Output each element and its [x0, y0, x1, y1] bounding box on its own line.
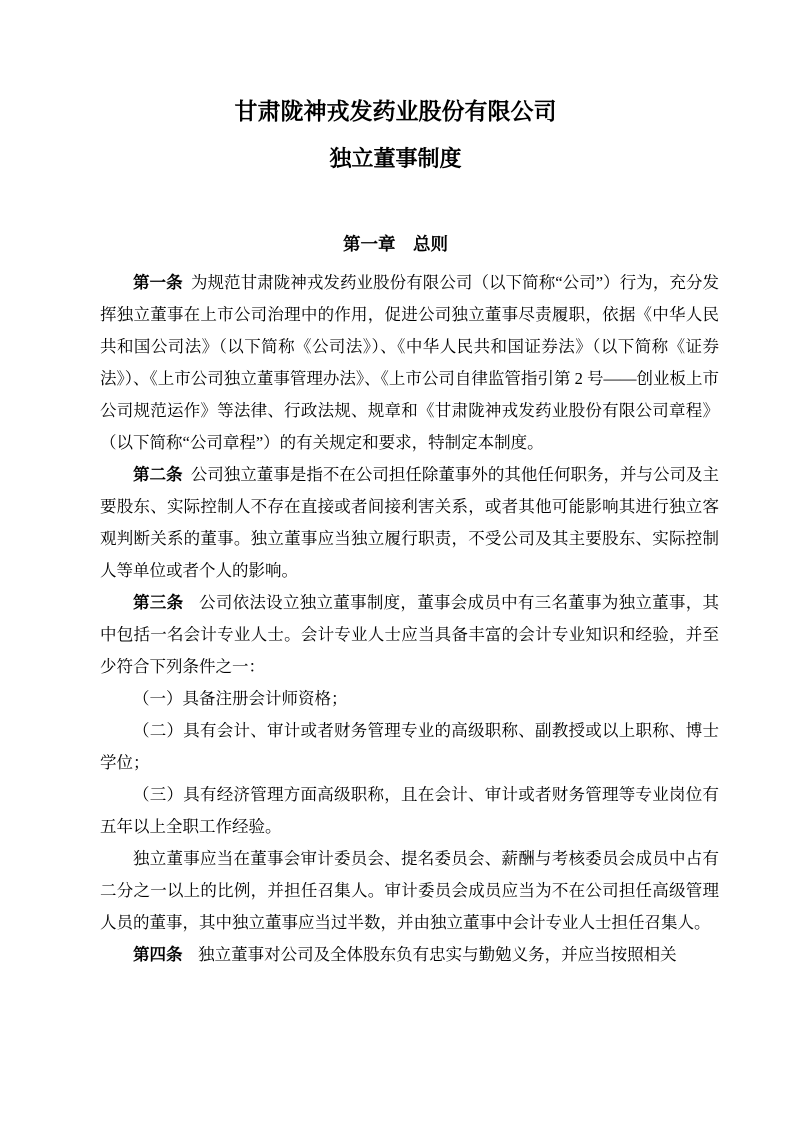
article-4-label: 第四条: [133, 945, 183, 965]
condition-item-3: [100, 779, 719, 843]
article-1-text: 为规范甘肃陇神戎发药业股份有限公司（以下简称“公司”）行为，充分发挥独立董事在上市公司治理中的作用，促进公司独立董事尽责履职，依据《中华人民共和国公司法》（以下简称《公司法》）、《中华人民共和国证券法》（以下简称《证券法》）、《上市公司独立董事管理办法》、《上市公司自律监管指引第 2 号——创业板上市公司规范运作》等法律、行政法规、规章和《甘肃陇神戎发药业股份有限公司章程》（以下简称“公司章程”）的有关规定和要求，特制定本制度。: [100, 273, 719, 453]
committees-paragraph-text: 独立董事应当在董事会审计委员会、提名委员会、薪酬与考核委员会成员中占有二分之一以上的比例，并担任召集人。审计委员会成员应当为不在公司担任高级管理人员的董事，其中独立董事应当过半数，并由独立董事中会计专业人士担任召集人。: [100, 849, 719, 933]
condition-item-1: [100, 683, 719, 715]
document-subtitle: 独立董事制度: [329, 146, 462, 172]
article-3-paragraph: [100, 587, 719, 683]
article-2-label: 第二条: [133, 465, 183, 485]
article-4-paragraph: [100, 939, 719, 971]
article-2-paragraph: [100, 459, 719, 587]
condition-item-2: [100, 715, 719, 779]
chapter-heading: 第一章 总则: [343, 233, 448, 254]
article-2-text: 公司独立董事是指不在公司担任除董事外的其他任何职务，并与公司及主要股东、实际控制人不存在直接或者间接利害关系，或者其他可能影响其进行独立客观判断关系的董事。独立董事应当独立履行职责，不受公司及其主要股东、实际控制人等单位或者个人的影响。: [100, 465, 720, 581]
article-4-text: 独立董事对公司及全体股东负有忠实与勤勉义务，并应当按照相关: [198, 945, 677, 965]
document-body: [100, 267, 719, 971]
committees-paragraph: [100, 843, 719, 939]
article-3-label: 第三条: [133, 593, 184, 613]
article-3-text: 公司依法设立独立董事制度，董事会成员中有三名董事为独立董事，其中包括一名会计专业人士。会计专业人士应当具备丰富的会计专业知识和经验，并至少符合下列条件之一：: [100, 593, 720, 677]
article-1-label: 第一条: [133, 273, 183, 293]
condition-item-1-text: （一）具备注册会计师资格；: [133, 689, 348, 709]
document-title: 甘肃陇神戎发药业股份有限公司: [234, 99, 557, 124]
condition-item-3-text: （三）具有经济管理方面高级职称，且在会计、审计或者财务管理等专业岗位有五年以上全职工作经验。: [100, 785, 719, 837]
article-1-paragraph: [100, 267, 719, 459]
condition-item-2-text: （二）具有会计、审计或者财务管理专业的高级职称、副教授或以上职称、博士学位；: [100, 721, 719, 773]
